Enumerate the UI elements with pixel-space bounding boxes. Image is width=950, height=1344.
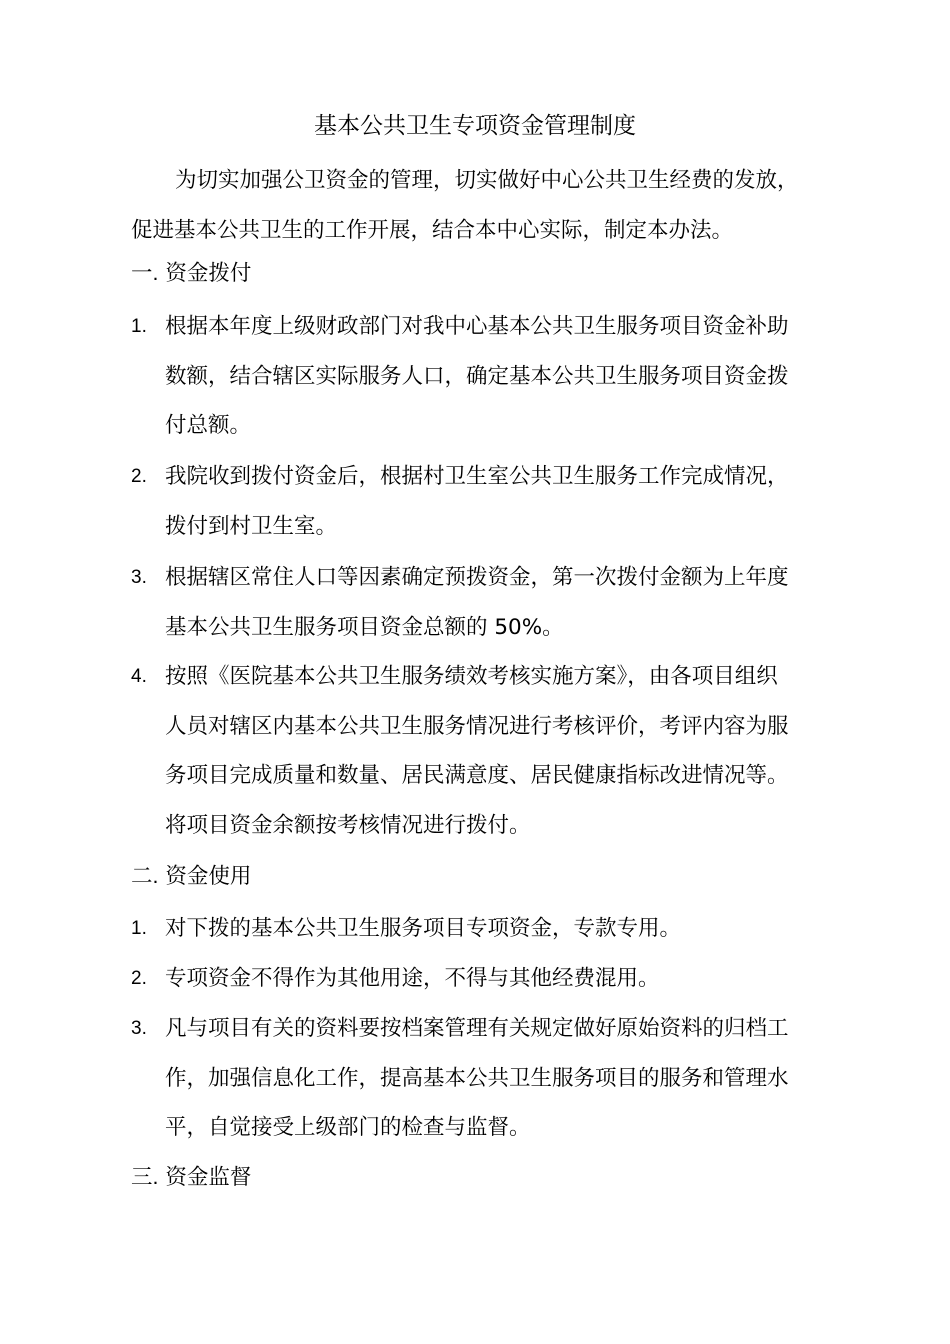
list-marker: 2. bbox=[131, 968, 147, 989]
list-item bbox=[131, 904, 831, 954]
list-item-line: 人员对辖区内基本公共卫生服务情况进行考核评价，考评内容为服 bbox=[165, 713, 789, 739]
list-item-line: 根据本年度上级财政部门对我中心基本公共卫生服务项目资金补助 bbox=[165, 314, 789, 339]
list-item-line: 数额，结合辖区实际服务人口，确定基本公共卫生服务项目资金拨 bbox=[165, 363, 789, 389]
document-title: 基本公共卫生专项资金管理制度 bbox=[314, 113, 636, 139]
list-item bbox=[131, 652, 831, 850]
intro-paragraph bbox=[131, 156, 839, 255]
section-heading bbox=[131, 1159, 251, 1196]
list-item-line: 将项目资金余额按考核情况进行拨付。 bbox=[165, 812, 531, 838]
list-item-line: 务项目完成质量和数量、居民满意度、居民健康指标改进情况等。 bbox=[165, 763, 789, 788]
list-item-line: 作，加强信息化工作，提高基本公共卫生服务项目的服务和管理水 bbox=[165, 1065, 789, 1091]
list-marker: 3. bbox=[131, 1018, 147, 1039]
list-item bbox=[131, 1004, 831, 1153]
list-item bbox=[131, 302, 831, 451]
section-number: 二. bbox=[131, 864, 159, 888]
list-item-line: 按照《医院基本公共卫生服务绩效考核实施方案》，由各项目组织 bbox=[165, 664, 778, 689]
list-item-line: 基本公共卫生服务项目资金总额的 50%。 bbox=[165, 614, 564, 640]
list-marker: 1. bbox=[131, 918, 147, 939]
list-marker: 3. bbox=[131, 567, 147, 588]
list-marker: 4. bbox=[131, 666, 147, 687]
list-item-line: 我院收到拨付资金后，根据村卫生室公共卫生服务工作完成情况， bbox=[165, 464, 789, 489]
section-title: 资金监督 bbox=[165, 1165, 252, 1190]
list-item bbox=[131, 954, 831, 1004]
section-title: 资金拨付 bbox=[165, 261, 252, 286]
section-number: 三. bbox=[131, 1165, 159, 1189]
list-item bbox=[131, 452, 831, 551]
intro-line: 为切实加强公卫资金的管理，切实做好中心公共卫生经费的发放， bbox=[175, 168, 799, 193]
list-marker: 2. bbox=[131, 466, 147, 487]
list-marker: 1. bbox=[131, 316, 147, 337]
list-item-line: 凡与项目有关的资料要按档案管理有关规定做好原始资料的归档工 bbox=[165, 1016, 789, 1041]
list-item-line: 对下拨的基本公共卫生服务项目专项资金，专款专用。 bbox=[165, 916, 682, 941]
list-item bbox=[131, 553, 831, 652]
list-item-line: 根据辖区常住人口等因素确定预拨资金，第一次拨付金额为上年度 bbox=[165, 565, 789, 590]
section-heading bbox=[131, 858, 251, 895]
intro-line: 促进基本公共卫生的工作开展，结合本中心实际，制定本办法。 bbox=[131, 217, 734, 243]
section-title: 资金使用 bbox=[165, 864, 252, 889]
list-item-line: 专项资金不得作为其他用途，不得与其他经费混用。 bbox=[165, 966, 660, 991]
list-item-line: 平，自觉接受上级部门的检查与监督。 bbox=[165, 1115, 531, 1140]
list-item-line: 拨付到村卫生室。 bbox=[165, 513, 338, 539]
section-number: 一. bbox=[131, 261, 159, 285]
section-heading bbox=[131, 255, 251, 292]
list-item-line: 付总额。 bbox=[165, 413, 252, 438]
